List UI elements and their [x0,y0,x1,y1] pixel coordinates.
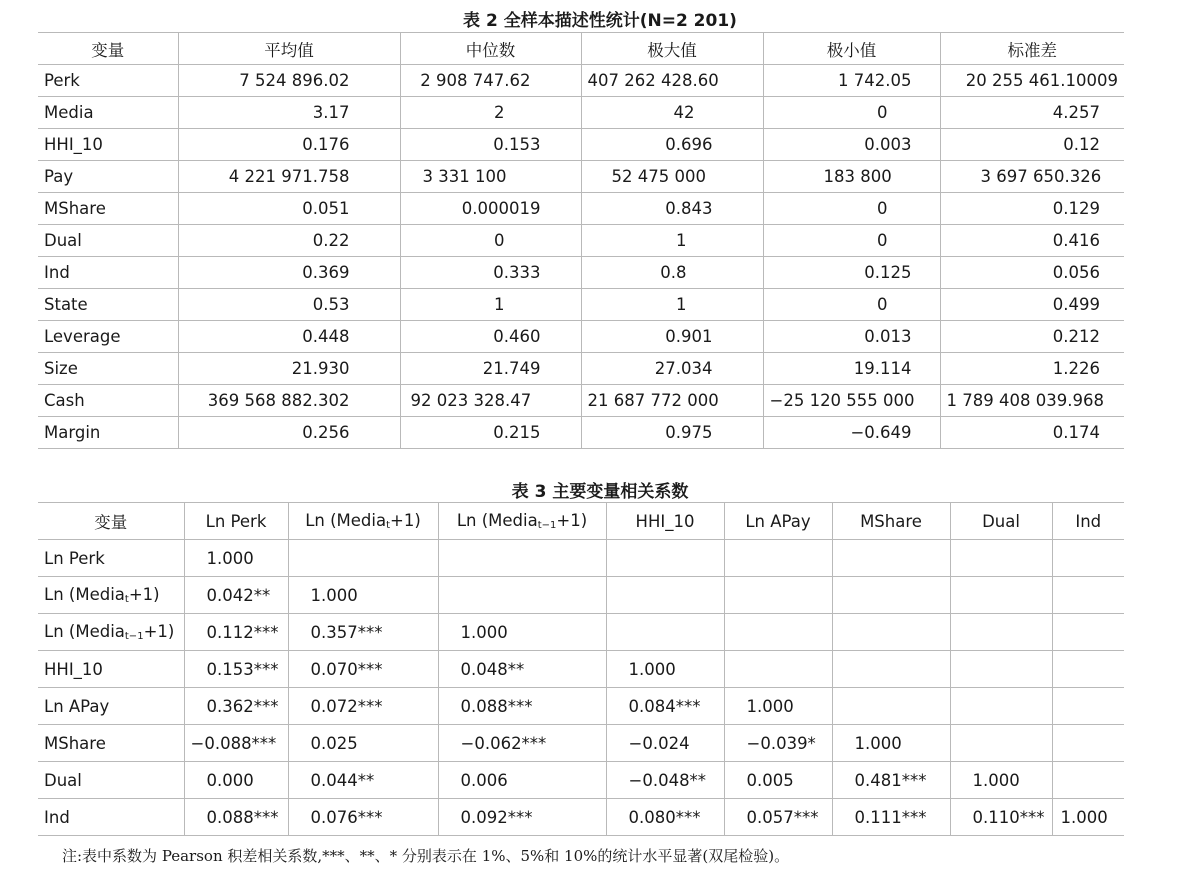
row-label-text: +1) [128,585,160,604]
table-cell: 0.048** [438,651,606,688]
table-cell: 0.8 [581,257,763,289]
table-cell: −0.062*** [438,725,606,762]
table-cell: 3.17 [178,97,400,129]
table-cell [832,651,950,688]
table-cell: 1.000 [288,577,438,614]
header-cell: 极大值 [581,33,763,65]
table-cell: 0.042** [184,577,288,614]
table-row [38,129,1124,161]
table-cell: 0.072*** [288,688,438,725]
table-cell: 0.256 [178,417,400,449]
row-label: Ind [38,799,184,836]
table-cell: 0.975 [581,417,763,449]
table-cell: 4.257 [940,97,1124,129]
table-cell [1052,651,1124,688]
table-row [38,725,1124,762]
table-cell: 0.110*** [950,799,1052,836]
table-cell: 1 [581,225,763,257]
table-cell [606,577,724,614]
table-cell: 0.215 [400,417,581,449]
table-cell: 0 [400,225,581,257]
table-cell: 0.212 [940,321,1124,353]
header-text: +1) [390,511,421,530]
table-cell [1052,725,1124,762]
row-label: State [38,289,178,321]
table-cell [1052,688,1124,725]
table-cell [832,688,950,725]
table-cell: 0.003 [763,129,940,161]
header-cell [438,503,606,540]
table-cell: 2 [400,97,581,129]
header-subscript: t−1 [537,520,557,531]
table-row [38,417,1124,449]
table2-caption: 表 2 全样本描述性统计(N=2 201) [463,11,737,31]
table-cell: 20 255 461.10009 [940,65,1124,97]
table-cell: 1.000 [184,540,288,577]
row-label-text: +1) [143,622,175,641]
table-cell: 0.000 [184,762,288,799]
table-note: 注:表中系数为 Pearson 积差相关系数,***、**、* 分别表示在 1%、5%和 10%的统计水平显著(双尾检验)。 [62,847,790,865]
table-cell: 4 221 971.758 [178,161,400,193]
table-cell: −0.088*** [184,725,288,762]
table-row [38,540,1124,577]
descriptive-stats-table [38,32,1124,449]
header-cell: HHI_10 [606,503,724,540]
table-cell: 1 [400,289,581,321]
header-text: +1) [556,511,588,530]
table-row [38,289,1124,321]
table-row [38,97,1124,129]
correlation-table [38,502,1124,836]
row-label: Size [38,353,178,385]
table-cell: 1.000 [1052,799,1124,836]
header-cell: 中位数 [400,33,581,65]
table-cell: 0 [763,193,940,225]
table-cell: 0.174 [940,417,1124,449]
table-row [38,799,1124,836]
table-cell: 183 800 [763,161,940,193]
table-cell [1052,614,1124,651]
table-row [38,614,1124,651]
table-cell: 1.000 [724,688,832,725]
row-label: MShare [38,193,178,225]
table-cell: 0.088*** [184,799,288,836]
header-cell: Ln APay [724,503,832,540]
header-cell: 变量 [38,503,184,540]
table-row [38,161,1124,193]
header-cell: 标准差 [940,33,1124,65]
table-cell: 42 [581,97,763,129]
table-cell: 0.12 [940,129,1124,161]
table-cell: 0.53 [178,289,400,321]
header-text: Ln (Media [305,511,387,530]
header-cell: 极小值 [763,33,940,65]
table-row [38,762,1124,799]
table-cell: −0.649 [763,417,940,449]
table-cell [724,614,832,651]
table-cell: 0 [763,225,940,257]
table-cell: 0.025 [288,725,438,762]
table-cell: 92 023 328.47 [400,385,581,417]
header-cell: 变量 [38,33,178,65]
table-cell: 0.153*** [184,651,288,688]
table-cell [724,651,832,688]
table-cell: 0.357*** [288,614,438,651]
table-cell: 369 568 882.302 [178,385,400,417]
row-label: Ln APay [38,688,184,725]
table-header-row [38,503,1124,540]
table-row [38,65,1124,97]
table-cell [950,688,1052,725]
table-cell [832,614,950,651]
table-cell [724,577,832,614]
row-label [38,614,184,651]
table-cell: 21 687 772 000 [581,385,763,417]
table-cell: 0.070*** [288,651,438,688]
table-cell: 0.416 [940,225,1124,257]
table-cell: 0.125 [763,257,940,289]
table-cell: 0.499 [940,289,1124,321]
table-row [38,385,1124,417]
row-label-text: Ln (Media [44,622,125,641]
row-label: Media [38,97,178,129]
table-cell [832,540,950,577]
table-cell: 0.111*** [832,799,950,836]
table-row [38,651,1124,688]
table-cell: 1 742.05 [763,65,940,97]
table-cell: 3 331 100 [400,161,581,193]
row-label: Leverage [38,321,178,353]
table-row [38,257,1124,289]
table-cell: 19.114 [763,353,940,385]
table-cell [1052,540,1124,577]
table-row [38,353,1124,385]
header-cell [288,503,438,540]
table-cell: 0.22 [178,225,400,257]
table-cell: 0.005 [724,762,832,799]
row-label: Ln Perk [38,540,184,577]
table3-caption: 表 3 主要变量相关系数 [511,482,689,502]
table-cell: 0.843 [581,193,763,225]
table-cell: 1 [581,289,763,321]
table-cell: 0.481*** [832,762,950,799]
row-label: HHI_10 [38,129,178,161]
table-cell [950,725,1052,762]
table-cell: 0.084*** [606,688,724,725]
table-cell: 0.460 [400,321,581,353]
table-row [38,193,1124,225]
table-row [38,688,1124,725]
table-row [38,321,1124,353]
table-cell: −0.024 [606,725,724,762]
table-cell [950,651,1052,688]
table-cell: 52 475 000 [581,161,763,193]
table-cell: 2 908 747.62 [400,65,581,97]
row-label: Ind [38,257,178,289]
row-label-text: Ln (Media [44,585,125,604]
table-cell: 0.176 [178,129,400,161]
table-cell: 1.000 [606,651,724,688]
header-cell: MShare [832,503,950,540]
table-cell: 0.013 [763,321,940,353]
table-cell: 3 697 650.326 [940,161,1124,193]
table-cell: 1 789 408 039.968 [940,385,1124,417]
header-cell: 平均值 [178,33,400,65]
table-cell: 0.051 [178,193,400,225]
table-cell [1052,577,1124,614]
table-cell: 0.056 [940,257,1124,289]
table-cell: 7 524 896.02 [178,65,400,97]
table-cell: 1.000 [832,725,950,762]
row-label: Margin [38,417,178,449]
table-cell: 21.749 [400,353,581,385]
table-cell: −0.048** [606,762,724,799]
table-cell: 0.129 [940,193,1124,225]
table-cell: 0.333 [400,257,581,289]
table-cell: 1.000 [950,762,1052,799]
row-label: Perk [38,65,178,97]
table-cell [288,540,438,577]
table-cell [724,540,832,577]
row-label: Dual [38,762,184,799]
row-label: MShare [38,725,184,762]
table-cell: 21.930 [178,353,400,385]
table-cell: 0.112*** [184,614,288,651]
table-cell: 0.076*** [288,799,438,836]
header-cell: Ln Perk [184,503,288,540]
row-label: Pay [38,161,178,193]
table-cell: 0.369 [178,257,400,289]
table-cell: 0.153 [400,129,581,161]
table-cell: 0.044** [288,762,438,799]
table-cell [950,614,1052,651]
table-cell: 0.448 [178,321,400,353]
table-cell [832,577,950,614]
table-cell: 1.226 [940,353,1124,385]
table-cell: 0.057*** [724,799,832,836]
table-cell [1052,762,1124,799]
table-header-row [38,33,1124,65]
table-cell: 0 [763,97,940,129]
header-cell: Ind [1052,503,1124,540]
row-label: HHI_10 [38,651,184,688]
table-cell: 27.034 [581,353,763,385]
row-label-subscript: t−1 [124,631,144,642]
table-cell: 0.696 [581,129,763,161]
row-label: Dual [38,225,178,257]
table-cell: 0.080*** [606,799,724,836]
table-cell [606,540,724,577]
table-cell: 1.000 [438,614,606,651]
header-cell: Dual [950,503,1052,540]
table-cell [950,577,1052,614]
table-cell: 0 [763,289,940,321]
table-cell [438,540,606,577]
table-cell [438,577,606,614]
table-cell: 0.000019 [400,193,581,225]
table-cell: −0.039* [724,725,832,762]
table-row [38,225,1124,257]
row-label [38,577,184,614]
table-cell [606,614,724,651]
row-label-subscript: t [124,594,129,605]
table-row [38,577,1124,614]
table-cell [950,540,1052,577]
table-cell: 0.088*** [438,688,606,725]
table-cell: 0.092*** [438,799,606,836]
table-cell: −25 120 555 000 [763,385,940,417]
table-cell: 0.362*** [184,688,288,725]
header-text: Ln (Media [456,511,538,530]
table-cell: 407 262 428.60 [581,65,763,97]
header-subscript: t [386,520,391,531]
table-cell: 0.901 [581,321,763,353]
table-cell: 0.006 [438,762,606,799]
row-label: Cash [38,385,178,417]
